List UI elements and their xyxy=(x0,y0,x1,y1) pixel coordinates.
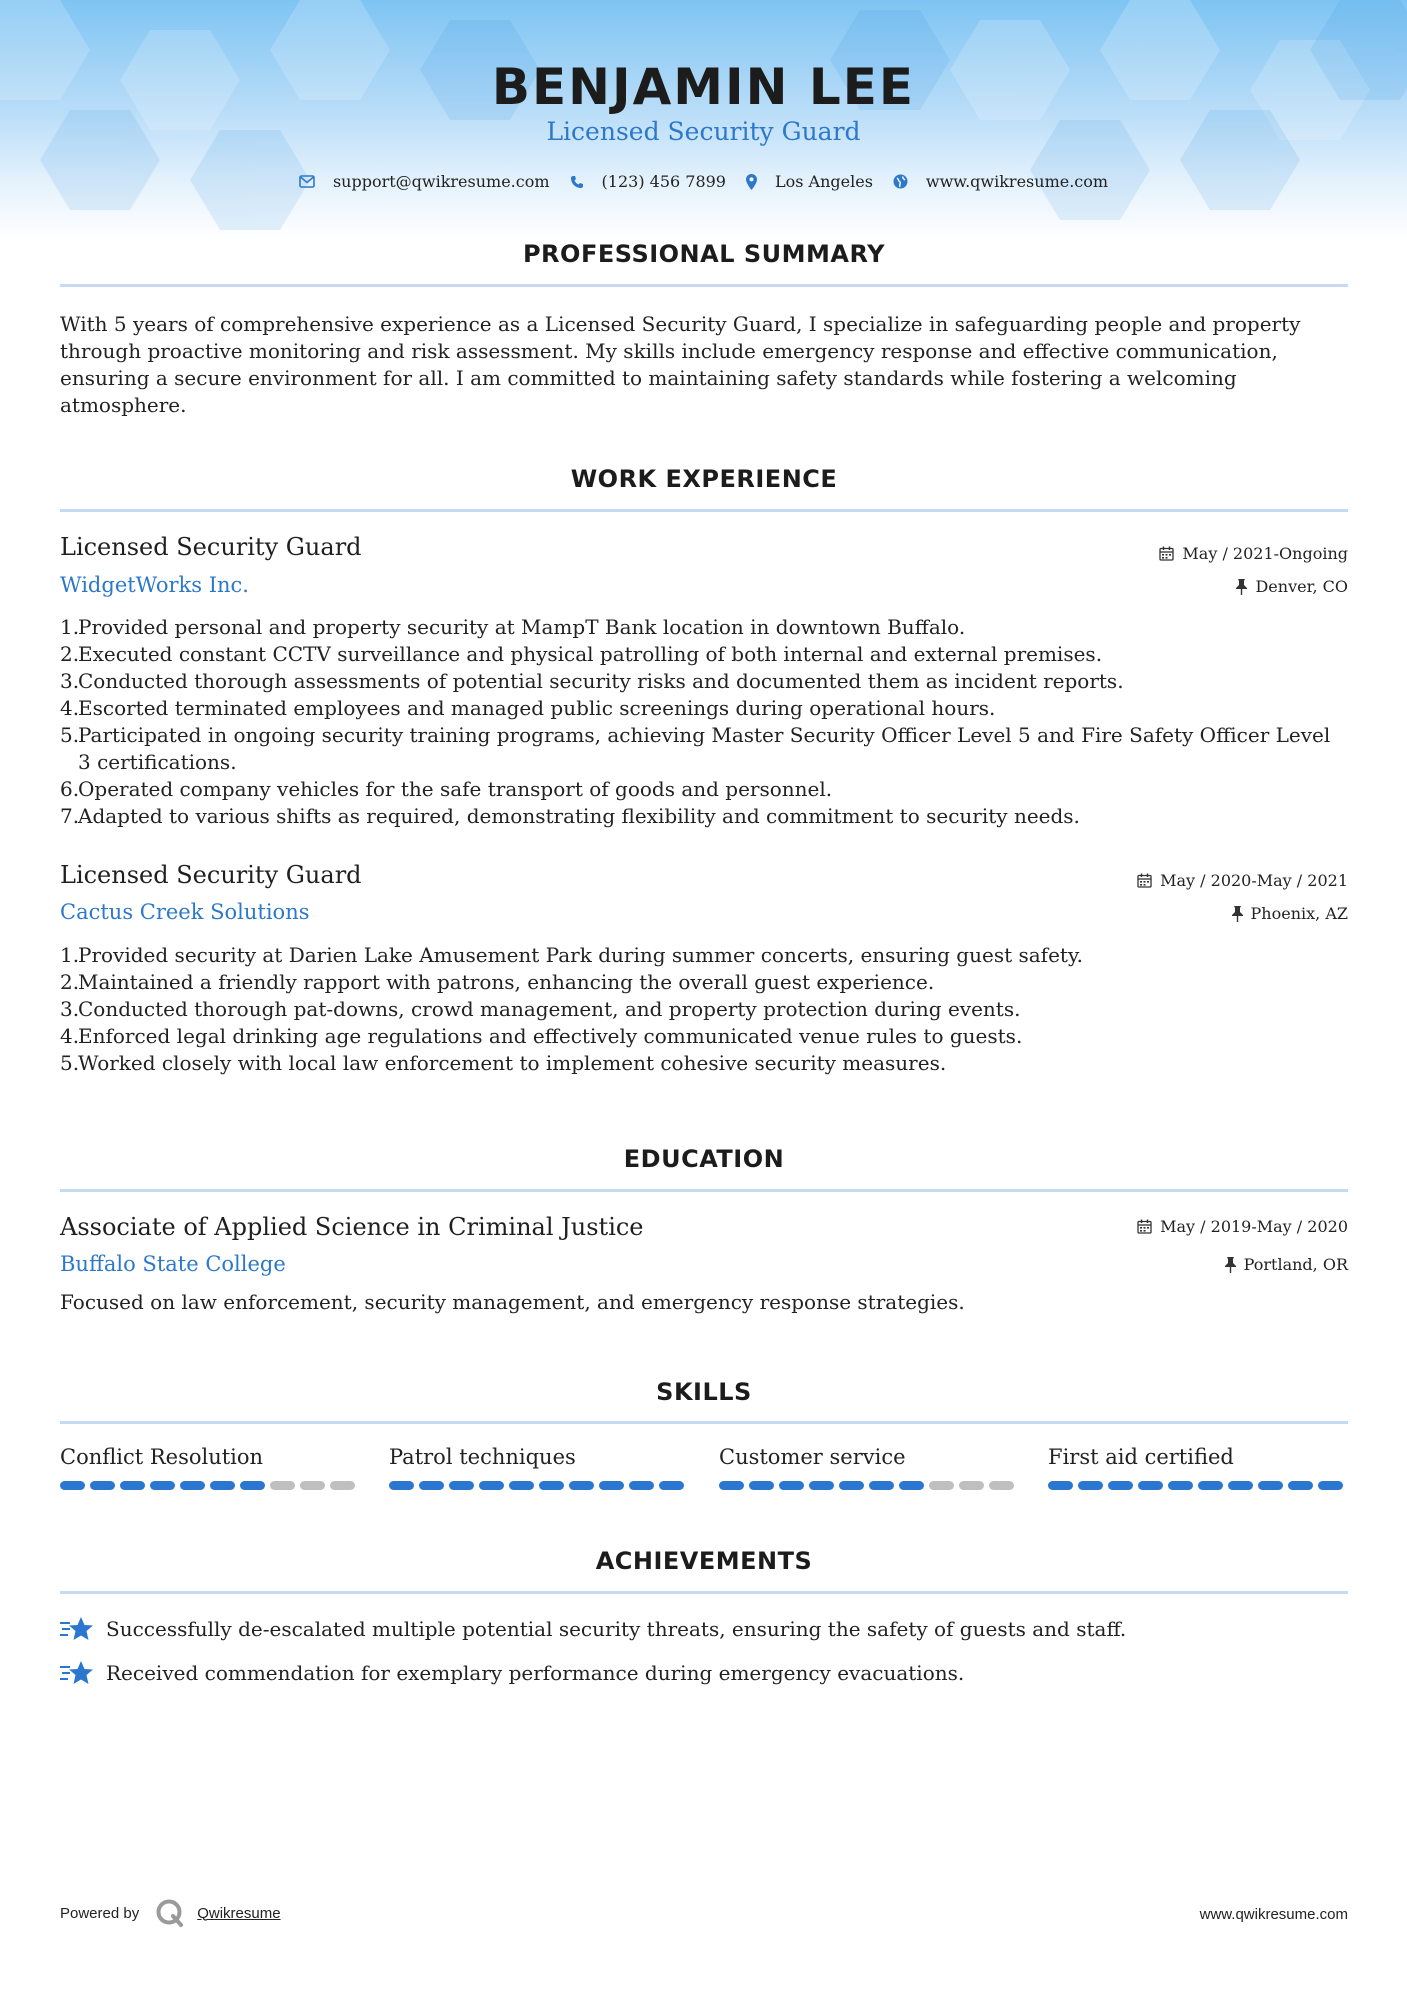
skill-rating xyxy=(719,1481,1019,1490)
job-location-text: Phoenix, AZ xyxy=(1250,904,1348,923)
skill-rating xyxy=(60,1481,360,1490)
skill-name: Conflict Resolution xyxy=(60,1445,264,1469)
qwikresume-logo-icon xyxy=(155,1898,185,1928)
contact-website[interactable] xyxy=(893,172,1108,191)
skill-segment-filled xyxy=(749,1481,774,1490)
job-title: Licensed Security Guard xyxy=(60,861,362,889)
star-icon xyxy=(60,1615,94,1643)
job-company: Cactus Creek Solutions xyxy=(60,900,310,924)
skill-segment-filled xyxy=(1138,1481,1163,1490)
skill-segment-filled xyxy=(210,1481,235,1490)
skill-segment-filled xyxy=(599,1481,624,1490)
skill-segment-filled xyxy=(150,1481,175,1490)
job-responsibilities xyxy=(60,614,1348,830)
skill-segment-empty xyxy=(929,1481,954,1490)
skill-segment-filled xyxy=(899,1481,924,1490)
skill-rating xyxy=(389,1481,689,1490)
school-name: Buffalo State College xyxy=(60,1252,286,1276)
achievement-text: Successfully de-escalated multiple potential security threats, ensuring the safety of guests and staff. xyxy=(106,1617,1127,1641)
education-description: Focused on law enforcement, security management, and emergency response strategies. xyxy=(60,1290,965,1314)
pushpin-icon xyxy=(1232,906,1243,922)
skill-segment-filled xyxy=(1078,1481,1103,1490)
degree-title: Associate of Applied Science in Criminal Justice xyxy=(60,1213,644,1241)
skill-segment-filled xyxy=(1318,1481,1343,1490)
achievement-item xyxy=(60,1615,1126,1643)
list-item: Maintained a friendly rapport with patrons, enhancing the overall guest experience. xyxy=(78,970,935,994)
skill-item xyxy=(719,1445,1019,1490)
job-dates-text: May / 2021-Ongoing xyxy=(1182,544,1348,563)
footer-powered-by xyxy=(60,1898,281,1928)
experience-heading: WORK EXPERIENCE xyxy=(570,465,838,493)
job-location xyxy=(1232,904,1348,923)
list-item: Conducted thorough assessments of potential security risks and documented them as incident reports. xyxy=(78,669,1124,693)
skill-segment-filled xyxy=(1228,1481,1253,1490)
phone-text: (123) 456 7899 xyxy=(601,172,726,191)
envelope-icon xyxy=(299,175,315,188)
candidate-name: BENJAMIN LEE xyxy=(491,58,916,116)
achievements-heading: ACHIEVEMENTS xyxy=(595,1547,813,1575)
job-company: WidgetWorks Inc. xyxy=(60,573,249,597)
skill-item xyxy=(1048,1445,1348,1490)
skill-segment-filled xyxy=(180,1481,205,1490)
candidate-title: Licensed Security Guard xyxy=(546,117,861,146)
skill-segment-filled xyxy=(1108,1481,1133,1490)
skill-segment-filled xyxy=(1168,1481,1193,1490)
skill-segment-filled xyxy=(449,1481,474,1490)
skill-rating xyxy=(1048,1481,1348,1490)
skill-segment-filled xyxy=(719,1481,744,1490)
education-divider xyxy=(60,1189,1348,1192)
contact-bar xyxy=(0,172,1407,191)
education-dates-text: May / 2019-May / 2020 xyxy=(1160,1217,1348,1236)
phone-icon xyxy=(570,175,584,189)
skill-name: First aid certified xyxy=(1048,1445,1234,1469)
calendar-icon xyxy=(1159,546,1174,561)
skill-segment-filled xyxy=(479,1481,504,1490)
job-title: Licensed Security Guard xyxy=(60,533,362,561)
website-text: www.qwikresume.com xyxy=(925,172,1109,191)
skill-segment-filled xyxy=(120,1481,145,1490)
skill-segment-filled xyxy=(419,1481,444,1490)
list-item: Escorted terminated employees and managed public screenings during operational hours. xyxy=(78,696,996,720)
list-item: Executed constant CCTV surveillance and physical patrolling of both internal and external premises. xyxy=(78,642,1103,666)
powered-by-label: Powered by xyxy=(60,1904,140,1922)
email-text: support@qwikresume.com xyxy=(332,172,550,191)
pushpin-icon xyxy=(1225,1257,1236,1273)
skill-segment-filled xyxy=(1258,1481,1283,1490)
skill-segment-filled xyxy=(1048,1481,1073,1490)
skill-segment-filled xyxy=(1198,1481,1223,1490)
job-responsibilities xyxy=(60,942,1348,1077)
skills-divider xyxy=(60,1421,1348,1424)
skill-segment-filled xyxy=(389,1481,414,1490)
list-item: Worked closely with local law enforcement to implement cohesive security measures. xyxy=(78,1051,947,1075)
skill-name: Customer service xyxy=(719,1445,906,1469)
skill-segment-filled xyxy=(1288,1481,1313,1490)
achievement-text: Received commendation for exemplary performance during emergency evacuations. xyxy=(106,1661,965,1685)
skill-segment-filled xyxy=(509,1481,534,1490)
summary-divider xyxy=(60,284,1348,287)
skill-segment-filled xyxy=(90,1481,115,1490)
achievements-divider xyxy=(60,1591,1348,1594)
skill-segment-empty xyxy=(959,1481,984,1490)
education-location-text: Portland, OR xyxy=(1243,1255,1348,1274)
skill-segment-filled xyxy=(539,1481,564,1490)
skill-segment-empty xyxy=(330,1481,355,1490)
skill-segment-empty xyxy=(270,1481,295,1490)
calendar-icon xyxy=(1137,873,1152,888)
job-dates xyxy=(1137,871,1348,890)
footer-website[interactable]: www.qwikresume.com xyxy=(1199,1906,1348,1923)
skill-segment-filled xyxy=(779,1481,804,1490)
skill-segment-filled xyxy=(869,1481,894,1490)
skill-segment-filled xyxy=(809,1481,834,1490)
experience-divider xyxy=(60,509,1348,512)
skill-segment-filled xyxy=(659,1481,684,1490)
skill-item xyxy=(389,1445,689,1490)
contact-email[interactable] xyxy=(299,172,550,191)
skill-segment-filled xyxy=(629,1481,654,1490)
list-item: Operated company vehicles for the safe transport of goods and personnel. xyxy=(78,777,833,801)
education-heading: EDUCATION xyxy=(623,1145,785,1173)
skill-segment-empty xyxy=(300,1481,325,1490)
calendar-icon xyxy=(1137,1219,1152,1234)
contact-location xyxy=(746,172,873,191)
job-dates-text: May / 2020-May / 2021 xyxy=(1160,871,1348,890)
skill-segment-filled xyxy=(240,1481,265,1490)
list-item: Provided security at Darien Lake Amusement Park during summer concerts, ensuring guest safety. xyxy=(78,943,1083,967)
skill-segment-empty xyxy=(989,1481,1014,1490)
star-icon xyxy=(60,1659,94,1687)
skills-heading: SKILLS xyxy=(656,1378,752,1406)
list-item: Conducted thorough pat-downs, crowd management, and property protection during events. xyxy=(78,997,1021,1021)
education-location xyxy=(1225,1255,1348,1274)
list-item: Provided personal and property security at MampT Bank location in downtown Buffalo. xyxy=(78,615,966,639)
skill-segment-filled xyxy=(569,1481,594,1490)
summary-text: With 5 years of comprehensive experience as a Licensed Security Guard, I specialize in safeguarding people and property through proactive monitoring and risk assessment. My skills include emergency response and effective communication, ensuring a secure environment for all. I am committed to maintaining safety standards while fostering a welcoming atmosphere. xyxy=(60,312,1301,417)
summary-heading: PROFESSIONAL SUMMARY xyxy=(522,240,886,268)
skill-segment-filled xyxy=(839,1481,864,1490)
job-location xyxy=(1236,577,1348,596)
job-dates xyxy=(1159,544,1348,563)
list-item: Adapted to various shifts as required, demonstrating flexibility and commitment to security needs. xyxy=(78,804,1080,828)
location-text: Los Angeles xyxy=(774,172,873,191)
brand-link[interactable]: Qwikresume xyxy=(197,1904,281,1922)
job-location-text: Denver, CO xyxy=(1255,577,1348,596)
globe-icon xyxy=(893,174,908,189)
skill-segment-filled xyxy=(60,1481,85,1490)
education-dates xyxy=(1137,1217,1348,1236)
skill-name: Patrol techniques xyxy=(389,1445,576,1469)
list-item: Participated in ongoing security training programs, achieving Master Security Officer Level 5 and Fire Safety Officer Level 3 certifications. xyxy=(78,723,1331,774)
skill-item xyxy=(60,1445,360,1490)
list-item: Enforced legal drinking age regulations and effectively communicated venue rules to guests. xyxy=(78,1024,1023,1048)
contact-phone[interactable] xyxy=(570,172,726,191)
pushpin-icon xyxy=(1236,579,1247,595)
achievement-item xyxy=(60,1659,964,1687)
map-pin-icon xyxy=(746,174,757,190)
